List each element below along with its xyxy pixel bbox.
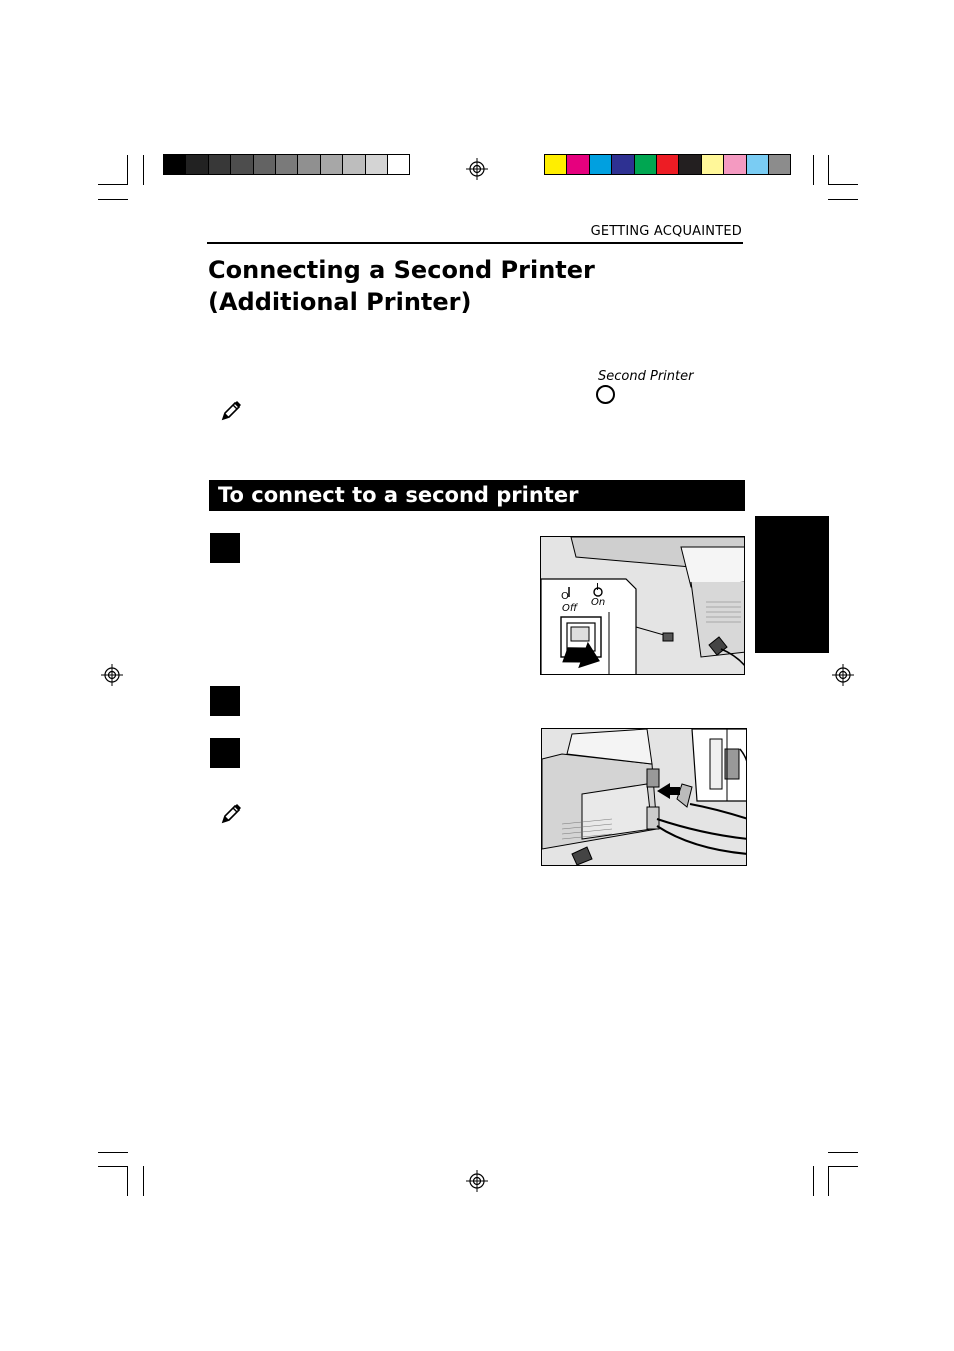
calibration-swatch (297, 154, 320, 175)
calibration-swatch (723, 154, 746, 175)
round-key-icon (596, 385, 615, 404)
note-pencil-icon (220, 400, 242, 422)
switch-on-symbol: I (596, 582, 599, 593)
power-switch-illustration (540, 536, 745, 675)
registration-target-icon (832, 664, 854, 686)
calibration-swatch (163, 154, 186, 175)
calibration-swatch (230, 154, 253, 175)
calibration-swatch (768, 154, 791, 175)
calibration-swatch (253, 154, 276, 175)
section-heading: To connect to a second printer (218, 483, 579, 507)
calibration-swatch (634, 154, 657, 175)
second-printer-key-label: Second Printer (598, 369, 694, 384)
registration-target-icon (101, 664, 123, 686)
step-marker-3 (210, 738, 240, 768)
calibration-swatch (544, 154, 567, 175)
step-marker-2 (210, 686, 240, 716)
cable-connection-drawing (542, 729, 747, 866)
switch-off-symbol: O (561, 591, 569, 602)
calibration-swatch (566, 154, 589, 175)
page-title: Connecting a Second Printer (Additional Printer) (208, 256, 595, 316)
step-marker-1 (210, 533, 240, 563)
running-header: GETTING ACQUAINTED (590, 224, 742, 239)
registration-target-icon (466, 1170, 488, 1192)
calibration-swatch (185, 154, 208, 175)
switch-off-label: Off (562, 603, 578, 614)
calibration-swatch (320, 154, 343, 175)
printer-cable-illustration (541, 728, 747, 866)
registration-target-icon (466, 158, 488, 180)
chapter-thumb-tab (755, 516, 829, 653)
header-rule (207, 242, 743, 244)
calibration-swatch (342, 154, 365, 175)
switch-on-label: On (591, 597, 606, 608)
calibration-swatch (678, 154, 701, 175)
calibration-swatch (589, 154, 612, 175)
calibration-swatch (208, 154, 231, 175)
calibration-swatch (387, 154, 410, 175)
calibration-swatch (611, 154, 634, 175)
section-heading-bar (209, 480, 745, 511)
calibration-swatch (656, 154, 679, 175)
calibration-swatch (701, 154, 724, 175)
note-pencil-icon (220, 803, 242, 825)
calibration-swatch (275, 154, 298, 175)
calibration-swatch (746, 154, 769, 175)
calibration-swatch (365, 154, 388, 175)
